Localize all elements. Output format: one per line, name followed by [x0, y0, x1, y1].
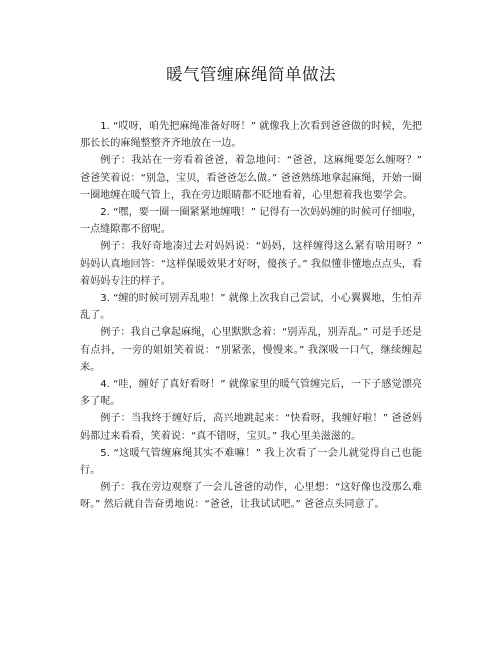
example-1: 例子：我站在一旁看着爸爸，着急地问：“爸爸，这麻绳要怎么缠呀？” 爸爸笑着说：“别急，宝贝，看爸爸怎么做。” 爸爸熟练地拿起麻绳，开始一圈一圈地缠在暖气管上，我在旁边眼睛都不眨地看着，心里想着我也要学会。 [80, 155, 422, 201]
example-4: 例子：当我终于缠好后，高兴地跳起来：“快看呀，我缠好啦！” 爸爸妈妈都过来看看，笑着说：“真不错呀，宝贝。” 我心里美滋滋的。 [80, 413, 422, 442]
document-body [80, 118, 422, 514]
paragraph-4: 4. “哇，缠好了真好看呀！” 就像家里的暖气管缠完后，一下子感觉漂亮多了呢。 [80, 379, 422, 408]
paragraph-5: 5. “这暖气管缠麻绳其实不难嘛！” 我上次看了一会儿就觉得自己也能行。 [80, 447, 422, 477]
paragraph-3: 3. “缠的时候可别弄乱啦！” 就像上次我自己尝试，小心翼翼地，生怕弄乱了。 [80, 293, 422, 322]
example-2: 例子：我好奇地凑过去对妈妈说：“妈妈，这样缠得这么紧有啥用呀？” 妈妈认真地回答：“这样保暖效果才好呀，傻孩子。” 我似懂非懂地点点头，看着妈妈专注的样子。 [80, 241, 422, 287]
document-title: 暖气管缠麻绳简单做法 [166, 65, 336, 84]
example-3: 例子：我自己拿起麻绳，心里默默念着：“别弄乱，别弄乱。” 可是手还是有点抖，一旁的姐姐笑着说：“别紧张，慢慢来。” 我深吸一口气，继续缠起来。 [80, 327, 422, 373]
example-5: 例子：我在旁边观察了一会儿爸爸的动作，心里想：“这好像也没那么难呀。” 然后就自告奋勇地说：“爸爸，让我试试吧。” 爸爸点头同意了。 [80, 482, 422, 511]
paragraph-1: 1. “哎呀，咱先把麻绳准备好呀！” 就像我上次看到爸爸做的时候，先把那长长的麻绳整整齐齐地放在一边。 [80, 121, 422, 150]
paragraph-2: 2. “嘿，要一圈一圈紧紧地缠哦！” 记得有一次妈妈缠的时候可仔细啦，一点缝隙都不留呢。 [80, 207, 422, 236]
